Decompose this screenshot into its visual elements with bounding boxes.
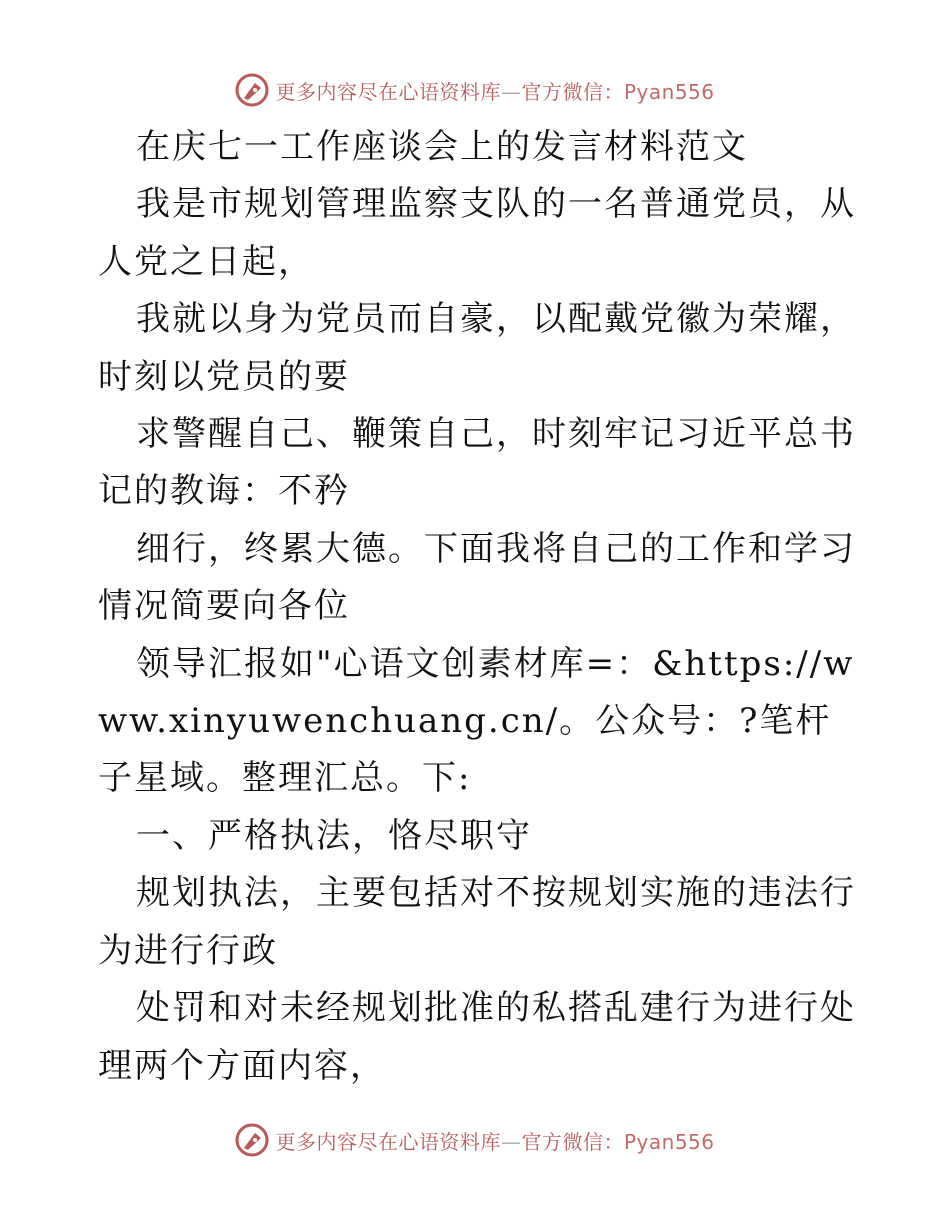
paragraph: 规划执法，主要包括对不按规划实施的违法行为进行行政	[98, 873, 856, 971]
paragraph: 我是市规划管理监察支队的一名普通党员，从人党之日起，	[98, 184, 856, 282]
paragraph: 我就以身为党员而自豪，以配戴党徽为荣耀，时刻以党员的要	[98, 299, 856, 397]
watermark-text: 更多内容尽在心语资料库—官方微信：Pyan556	[275, 1129, 715, 1154]
paragraph: 处罚和对未经规划批准的私搭乱建行为进行处理两个方面内容，	[98, 988, 856, 1086]
pen-nib-logo-icon	[235, 73, 269, 107]
document-body	[98, 119, 858, 1095]
header-watermark	[0, 70, 950, 110]
footer-watermark	[0, 1120, 950, 1160]
watermark-text: 更多内容尽在心语资料库—官方微信：Pyan556	[275, 79, 715, 104]
paragraph: 求警醒自己、鞭策自己，时刻牢记习近平总书记的教诲：不矜	[98, 414, 856, 512]
document-title: 在庆七一工作座谈会上的发言材料范文	[136, 127, 748, 167]
section-heading: 一、严格执法，恪尽职守	[136, 815, 532, 856]
pen-nib-logo-icon	[235, 1123, 269, 1157]
paragraph: 领导汇报如"心语文创素材库=：&https://www.xinyuwenchuang.cn/。公众号：?笔杆子星域。整理汇总。下:	[98, 643, 855, 799]
paragraph: 细行，终累大德。下面我将自己的工作和学习情况简要向各位	[98, 528, 856, 627]
